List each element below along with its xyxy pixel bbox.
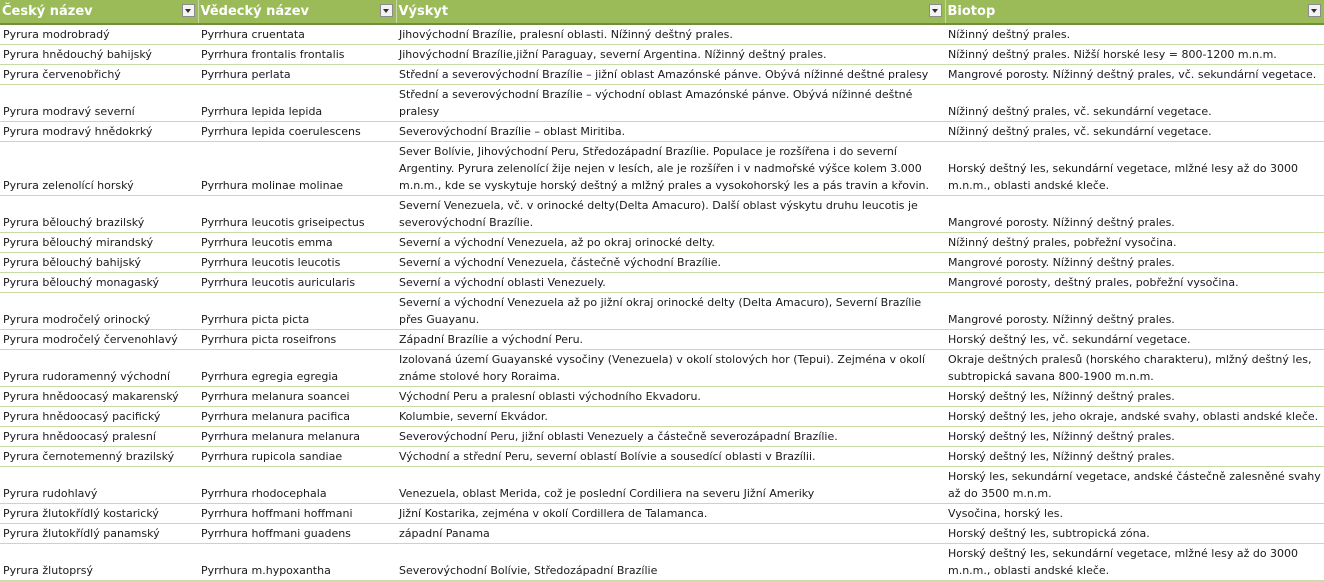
cell-scientific-name[interactable]: Pyrrhura frontalis frontalis	[198, 45, 396, 65]
cell-occurrence[interactable]: západní Panama	[396, 524, 945, 544]
cell-scientific-name[interactable]: Pyrrhura melanura soancei	[198, 387, 396, 407]
cell-scientific-name[interactable]: Pyrrhura melanura melanura	[198, 427, 396, 447]
cell-czech-name[interactable]: Pyrura černotemenný brazilský	[0, 447, 198, 467]
cell-occurrence[interactable]: Východní a střední Peru, severní oblastí Bolívie a sousedící oblasti v Brazílii.	[396, 447, 945, 467]
cell-occurrence[interactable]: Kolumbie, severní Ekvádor.	[396, 407, 945, 427]
cell-scientific-name[interactable]: Pyrrhura picta picta	[198, 293, 396, 330]
cell-biotope[interactable]: Okraje deštných pralesů (horského charakteru), mlžný deštný les, subtropická savana 800-1900 m.n.m.	[945, 350, 1324, 387]
table-row	[0, 350, 1324, 387]
cell-scientific-name[interactable]: Pyrrhura leucotis griseipectus	[198, 196, 396, 233]
header-label: Český název	[2, 4, 93, 19]
cell-czech-name[interactable]: Pyrura modrobradý	[0, 24, 198, 45]
table-row	[0, 427, 1324, 447]
table-row	[0, 233, 1324, 253]
filter-dropdown-icon[interactable]	[182, 4, 195, 17]
cell-scientific-name[interactable]: Pyrrhura hoffmani guadens	[198, 524, 396, 544]
cell-czech-name[interactable]: Pyrura žlutokřídlý kostarický	[0, 504, 198, 524]
cell-occurrence[interactable]: Jihovýchodní Brazílie,jižní Paraguay, severní Argentina. Nížinný deštný prales.	[396, 45, 945, 65]
table-row	[0, 253, 1324, 273]
cell-occurrence[interactable]: Západní Brazílie a východní Peru.	[396, 330, 945, 350]
cell-biotope[interactable]: Horský les, sekundární vegetace, andské částečně zalesněné svahy až do 3500 m.n.m.	[945, 467, 1324, 504]
cell-czech-name[interactable]: Pyrura hnědouchý bahijský	[0, 45, 198, 65]
cell-biotope[interactable]: Horský deštný les, sekundární vegetace, mlžné lesy až do 3000 m.n.m., oblasti andské kleče.	[945, 544, 1324, 581]
cell-czech-name[interactable]: Pyrura bělouchý brazilský	[0, 196, 198, 233]
cell-occurrence[interactable]: Severní Venezuela, vč. v orinocké delty(Delta Amacuro). Další oblast výskytu druhu leucotis je severovýchodní Brazílie.	[396, 196, 945, 233]
cell-czech-name[interactable]: Pyrura žlutoprsý	[0, 544, 198, 581]
cell-occurrence[interactable]: Severovýchodní Peru, jižní oblasti Venezuely a částečně severozápadní Brazílie.	[396, 427, 945, 447]
cell-czech-name[interactable]: Pyrura zelenolící horský	[0, 142, 198, 196]
table-row	[0, 447, 1324, 467]
cell-biotope[interactable]: Horský deštný les, vč. sekundární vegetace.	[945, 330, 1324, 350]
filter-dropdown-icon[interactable]	[929, 4, 942, 17]
cell-czech-name[interactable]: Pyrura hnědoocasý pralesní	[0, 427, 198, 447]
table-row	[0, 407, 1324, 427]
cell-occurrence[interactable]: Střední a severovýchodní Brazílie – jižní oblast Amazónské pánve. Obývá nížinné deštné pralesy	[396, 65, 945, 85]
cell-occurrence[interactable]: Severní a východní oblasti Venezuely.	[396, 273, 945, 293]
cell-biotope[interactable]: Nížinný deštný prales, vč. sekundární vegetace.	[945, 85, 1324, 122]
header-label: Výskyt	[398, 4, 449, 19]
cell-scientific-name[interactable]: Pyrrhura lepida coerulescens	[198, 122, 396, 142]
header-cell-cesky-nazev[interactable]	[0, 0, 198, 24]
cell-scientific-name[interactable]: Pyrrhura m.hypoxantha	[198, 544, 396, 581]
table-body	[0, 24, 1324, 581]
table-row	[0, 142, 1324, 196]
cell-scientific-name[interactable]: Pyrrhura melanura pacifica	[198, 407, 396, 427]
header-label: Vědecký název	[200, 4, 310, 19]
cell-czech-name[interactable]: Pyrura červenobřichý	[0, 65, 198, 85]
cell-occurrence[interactable]: Izolovaná území Guayanské vysočiny (Venezuela) v okolí stolových hor (Tepui). Zejména v okolí známe stolové hory Roraima.	[396, 350, 945, 387]
cell-biotope[interactable]: Nížinný deštný prales. Nižší horské lesy = 800-1200 m.n.m.	[945, 45, 1324, 65]
cell-biotope[interactable]: Mangrové porosty, deštný prales, pobřežní vysočina.	[945, 273, 1324, 293]
cell-biotope[interactable]: Mangrové porosty. Nížinný deštný prales.	[945, 253, 1324, 273]
table-row	[0, 467, 1324, 504]
cell-occurrence[interactable]: Venezuela, oblast Merida, což je poslední Cordiliera na severu Jižní Ameriky	[396, 467, 945, 504]
cell-scientific-name[interactable]: Pyrrhura cruentata	[198, 24, 396, 45]
cell-occurrence[interactable]: Severovýchodní Bolívie, Středozápadní Brazílie	[396, 544, 945, 581]
cell-scientific-name[interactable]: Pyrrhura hoffmani hoffmani	[198, 504, 396, 524]
cell-czech-name[interactable]: Pyrura rudoramenný východní	[0, 350, 198, 387]
cell-czech-name[interactable]: Pyrura modravý hnědokrký	[0, 122, 198, 142]
cell-occurrence[interactable]: Sever Bolívie, Jihovýchodní Peru, Středozápadní Brazílie. Populace je rozšířena i do severní Argentiny. Pyrura zelenolící žije nejen v lesích, ale je rozšířen i v nadmořské výšce kolem 3.000 m.n.m., kde se vyskytuje horský deštný a mlžný prales a vysokohorský les a pás travin a křovin.	[396, 142, 945, 196]
cell-czech-name[interactable]: Pyrura modročelý orinocký	[0, 293, 198, 330]
cell-occurrence[interactable]: Severní a východní Venezuela, částečně východní Brazílie.	[396, 253, 945, 273]
cell-occurrence[interactable]: Jihovýchodní Brazílie, pralesní oblasti. Nížinný deštný prales.	[396, 24, 945, 45]
filter-dropdown-icon[interactable]	[1308, 4, 1321, 17]
cell-czech-name[interactable]: Pyrura bělouchý mirandský	[0, 233, 198, 253]
cell-occurrence[interactable]: Východní Peru a pralesní oblasti východního Ekvadoru.	[396, 387, 945, 407]
table-row	[0, 85, 1324, 122]
cell-czech-name[interactable]: Pyrura hnědoocasý makarenský	[0, 387, 198, 407]
table-row	[0, 293, 1324, 330]
cell-biotope[interactable]: Horský deštný les, subtropická zóna.	[945, 524, 1324, 544]
cell-czech-name[interactable]: Pyrura bělouchý bahijský	[0, 253, 198, 273]
cell-biotope[interactable]: Nížinný deštný prales, pobřežní vysočina.	[945, 233, 1324, 253]
cell-scientific-name[interactable]: Pyrrhura egregia egregia	[198, 350, 396, 387]
cell-czech-name[interactable]: Pyrura žlutokřídlý panamský	[0, 524, 198, 544]
cell-scientific-name[interactable]: Pyrrhura leucotis auricularis	[198, 273, 396, 293]
cell-scientific-name[interactable]: Pyrrhura rupicola sandiae	[198, 447, 396, 467]
table-row	[0, 273, 1324, 293]
cell-biotope[interactable]: Mangrové porosty. Nížinný deštný prales.	[945, 196, 1324, 233]
table-row	[0, 387, 1324, 407]
cell-scientific-name[interactable]: Pyrrhura leucotis leucotis	[198, 253, 396, 273]
cell-biotope[interactable]: Mangrové porosty. Nížinný deštný prales.	[945, 293, 1324, 330]
cell-czech-name[interactable]: Pyrura rudohlavý	[0, 467, 198, 504]
table-row	[0, 504, 1324, 524]
cell-biotope[interactable]: Horský deštný les, Nížinný deštný prales.	[945, 427, 1324, 447]
cell-scientific-name[interactable]: Pyrrhura leucotis emma	[198, 233, 396, 253]
header-label: Biotop	[947, 4, 996, 19]
cell-scientific-name[interactable]: Pyrrhura molinae molinae	[198, 142, 396, 196]
table-row	[0, 122, 1324, 142]
cell-occurrence[interactable]: Střední a severovýchodní Brazílie – východní oblast Amazónské pánve. Obývá nížinné deštné pralesy	[396, 85, 945, 122]
cell-occurrence[interactable]: Severovýchodní Brazílie – oblast Miritiba.	[396, 122, 945, 142]
table-row	[0, 524, 1324, 544]
table-row	[0, 65, 1324, 85]
cell-occurrence[interactable]: Severní a východní Venezuela, až po okraj orinocké delty.	[396, 233, 945, 253]
cell-czech-name[interactable]: Pyrura modročelý červenohlavý	[0, 330, 198, 350]
cell-biotope[interactable]: Nížinný deštný prales.	[945, 24, 1324, 45]
cell-occurrence[interactable]: Jižní Kostarika, zejména v okolí Cordillera de Talamanca.	[396, 504, 945, 524]
cell-czech-name[interactable]: Pyrura hnědoocasý pacifický	[0, 407, 198, 427]
cell-biotope[interactable]: Nížinný deštný prales, vč. sekundární vegetace.	[945, 122, 1324, 142]
filter-dropdown-icon[interactable]	[380, 4, 393, 17]
cell-scientific-name[interactable]: Pyrrhura picta roseifrons	[198, 330, 396, 350]
cell-scientific-name[interactable]: Pyrrhura rhodocephala	[198, 467, 396, 504]
header-cell-vedecky-nazev[interactable]	[198, 0, 396, 24]
cell-biotope[interactable]: Horský deštný les, sekundární vegetace, mlžné lesy až do 3000 m.n.m., oblasti andské kleče.	[945, 142, 1324, 196]
header-cell-vyskyt[interactable]	[396, 0, 945, 24]
cell-czech-name[interactable]: Pyrura bělouchý monagaský	[0, 273, 198, 293]
table-row	[0, 330, 1324, 350]
cell-scientific-name[interactable]: Pyrrhura lepida lepida	[198, 85, 396, 122]
table-row	[0, 45, 1324, 65]
header-cell-biotop[interactable]	[945, 0, 1324, 24]
cell-biotope[interactable]: Vysočina, horský les.	[945, 504, 1324, 524]
table-row	[0, 544, 1324, 581]
table-row	[0, 196, 1324, 233]
cell-scientific-name[interactable]: Pyrrhura perlata	[198, 65, 396, 85]
cell-biotope[interactable]: Horský deštný les, Nížinný deštný prales.	[945, 387, 1324, 407]
cell-occurrence[interactable]: Severní a východní Venezuela až po jižní okraj orinocké delty (Delta Amacuro), Severní Brazílie přes Guayanu.	[396, 293, 945, 330]
cell-biotope[interactable]: Horský deštný les, Nížinný deštný prales.	[945, 447, 1324, 467]
cell-biotope[interactable]: Mangrové porosty. Nížinný deštný prales, vč. sekundární vegetace.	[945, 65, 1324, 85]
cell-czech-name[interactable]: Pyrura modravý severní	[0, 85, 198, 122]
cell-biotope[interactable]: Horský deštný les, jeho okraje, andské svahy, oblasti andské kleče.	[945, 407, 1324, 427]
header-row	[0, 0, 1324, 24]
table-row	[0, 24, 1324, 45]
